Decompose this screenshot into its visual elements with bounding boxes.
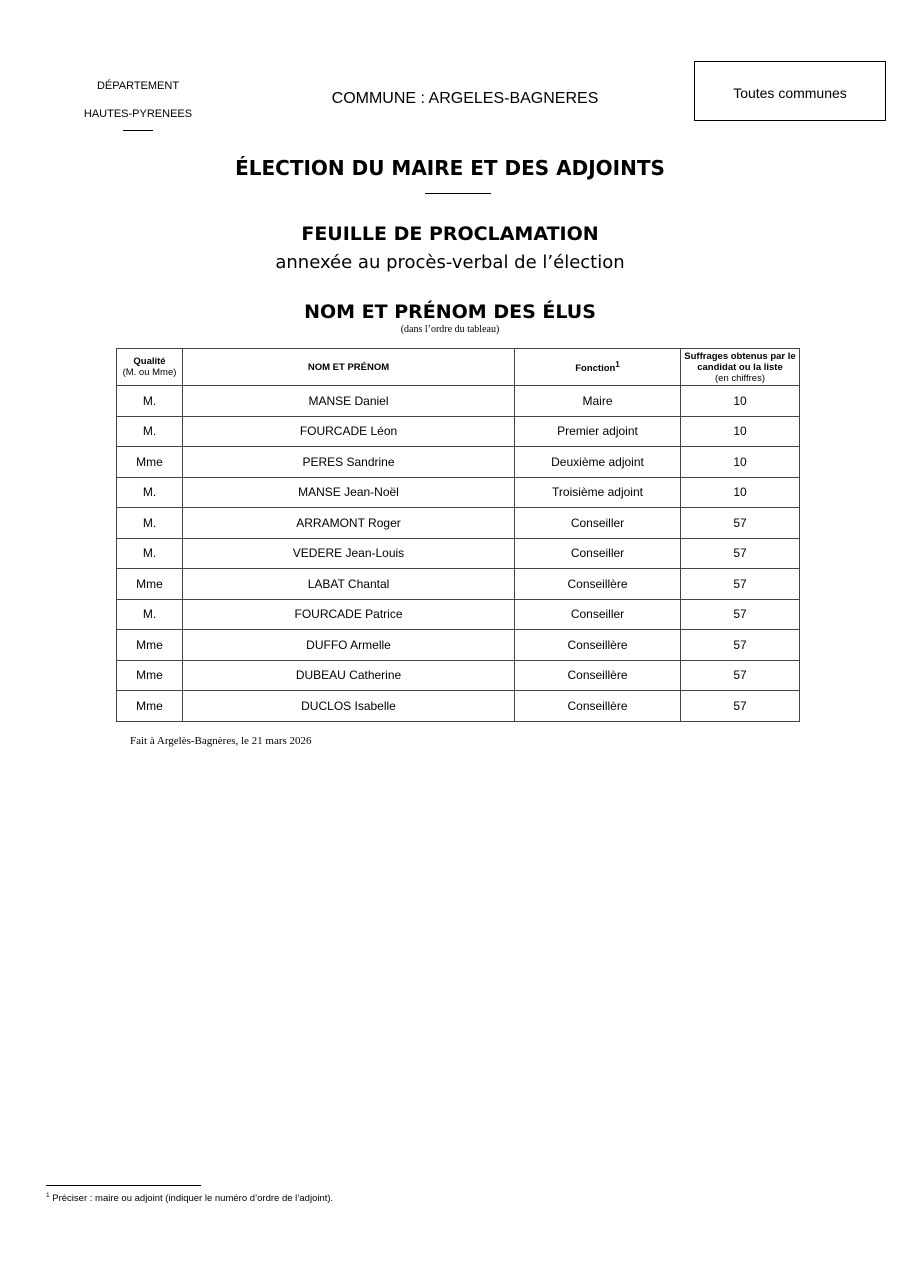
table-row <box>117 416 800 447</box>
cell-fonction: Conseiller <box>515 508 681 539</box>
department-block <box>68 72 208 131</box>
footnote-marker: 1 <box>46 1192 50 1199</box>
table-row <box>117 630 800 661</box>
cell-suffrages: 57 <box>681 508 800 539</box>
cell-fonction: Conseillère <box>515 569 681 600</box>
communes-box-label: Toutes communes <box>733 85 847 101</box>
cell-fonction: Conseillère <box>515 660 681 691</box>
table-header-row <box>117 349 800 386</box>
cell-qualite: M. <box>117 508 183 539</box>
header-suffrages-label: Suffrages obtenus par le candidat ou la liste <box>684 350 796 373</box>
cell-nom: MANSE Daniel <box>183 386 515 417</box>
department-divider <box>123 130 153 131</box>
sheet-subtitle: annexée au procès-verbal de l’élection <box>275 252 625 273</box>
cell-qualite: M. <box>117 477 183 508</box>
cell-fonction: Conseiller <box>515 538 681 569</box>
cell-nom: FOURCADE Patrice <box>183 599 515 630</box>
communes-box <box>694 61 886 121</box>
cell-qualite: Mme <box>117 691 183 722</box>
cell-qualite: Mme <box>117 660 183 691</box>
table-row <box>117 508 800 539</box>
cell-suffrages: 10 <box>681 416 800 447</box>
cell-fonction: Conseillère <box>515 630 681 661</box>
election-title: ÉLECTION DU MAIRE ET DES ADJOINTS <box>235 156 665 180</box>
cell-qualite: Mme <box>117 569 183 600</box>
cell-nom: LABAT Chantal <box>183 569 515 600</box>
header-fonction <box>515 349 681 386</box>
cell-nom: MANSE Jean-Noël <box>183 477 515 508</box>
cell-qualite: Mme <box>117 447 183 478</box>
elected-title: NOM ET PRÉNOM DES ÉLUS <box>304 301 596 323</box>
header-qualite-note: (M. ou Mme) <box>122 367 177 378</box>
cell-suffrages: 57 <box>681 538 800 569</box>
header-qualite-label: Qualité <box>133 356 166 367</box>
elected-table <box>116 348 800 722</box>
cell-fonction: Premier adjoint <box>515 416 681 447</box>
header-suffrages <box>681 349 800 386</box>
header-fonction-text: Fonction <box>575 363 616 375</box>
table-row <box>117 477 800 508</box>
cell-suffrages: 57 <box>681 599 800 630</box>
cell-nom: FOURCADE Léon <box>183 416 515 447</box>
cell-qualite: M. <box>117 416 183 447</box>
cell-suffrages: 57 <box>681 691 800 722</box>
cell-nom: ARRAMONT Roger <box>183 508 515 539</box>
cell-fonction: Troisième adjoint <box>515 477 681 508</box>
cell-fonction: Maire <box>515 386 681 417</box>
table-row <box>117 386 800 417</box>
cell-fonction: Conseillère <box>515 691 681 722</box>
table-row <box>117 569 800 600</box>
cell-nom: DUCLOS Isabelle <box>183 691 515 722</box>
cell-suffrages: 57 <box>681 630 800 661</box>
cell-suffrages: 57 <box>681 660 800 691</box>
footnote-divider <box>46 1185 201 1186</box>
cell-suffrages: 10 <box>681 477 800 508</box>
table-row <box>117 691 800 722</box>
table-row <box>117 447 800 478</box>
place-date: Fait à Argelès-Bagnères, le 21 mars 2026 <box>130 735 312 747</box>
cell-nom: DUFFO Armelle <box>183 630 515 661</box>
cell-suffrages: 10 <box>681 386 800 417</box>
title-divider <box>425 193 491 194</box>
footnote-text: Préciser : maire ou adjoint (indiquer le numéro d’ordre de l’adjoint). <box>52 1193 334 1205</box>
footnote <box>46 1192 333 1204</box>
header-qualite <box>117 349 183 386</box>
cell-nom: VEDERE Jean-Louis <box>183 538 515 569</box>
table-row <box>117 599 800 630</box>
cell-nom: DUBEAU Catherine <box>183 660 515 691</box>
elected-note: (dans l’ordre du tableau) <box>400 324 500 335</box>
cell-qualite: M. <box>117 386 183 417</box>
header-suffrages-note: (en chiffres) <box>715 372 765 384</box>
header-fonction-label <box>515 359 680 374</box>
department-label: DÉPARTEMENT <box>96 80 180 92</box>
cell-suffrages: 10 <box>681 447 800 478</box>
commune-name: COMMUNE : ARGELES-BAGNERES <box>331 90 599 107</box>
table-row <box>117 538 800 569</box>
header-nom <box>183 349 515 386</box>
cell-qualite: M. <box>117 538 183 569</box>
cell-suffrages: 57 <box>681 569 800 600</box>
header-nom-label: NOM ET PRÉNOM <box>307 361 390 373</box>
cell-fonction: Deuxième adjoint <box>515 447 681 478</box>
cell-qualite: M. <box>117 599 183 630</box>
department-name: HAUTES-PYRENEES <box>83 108 193 120</box>
table-row <box>117 660 800 691</box>
cell-fonction: Conseiller <box>515 599 681 630</box>
cell-nom: PERES Sandrine <box>183 447 515 478</box>
footnote-ref: 1 <box>615 360 620 370</box>
sheet-title: FEUILLE DE PROCLAMATION <box>301 223 599 245</box>
cell-qualite: Mme <box>117 630 183 661</box>
